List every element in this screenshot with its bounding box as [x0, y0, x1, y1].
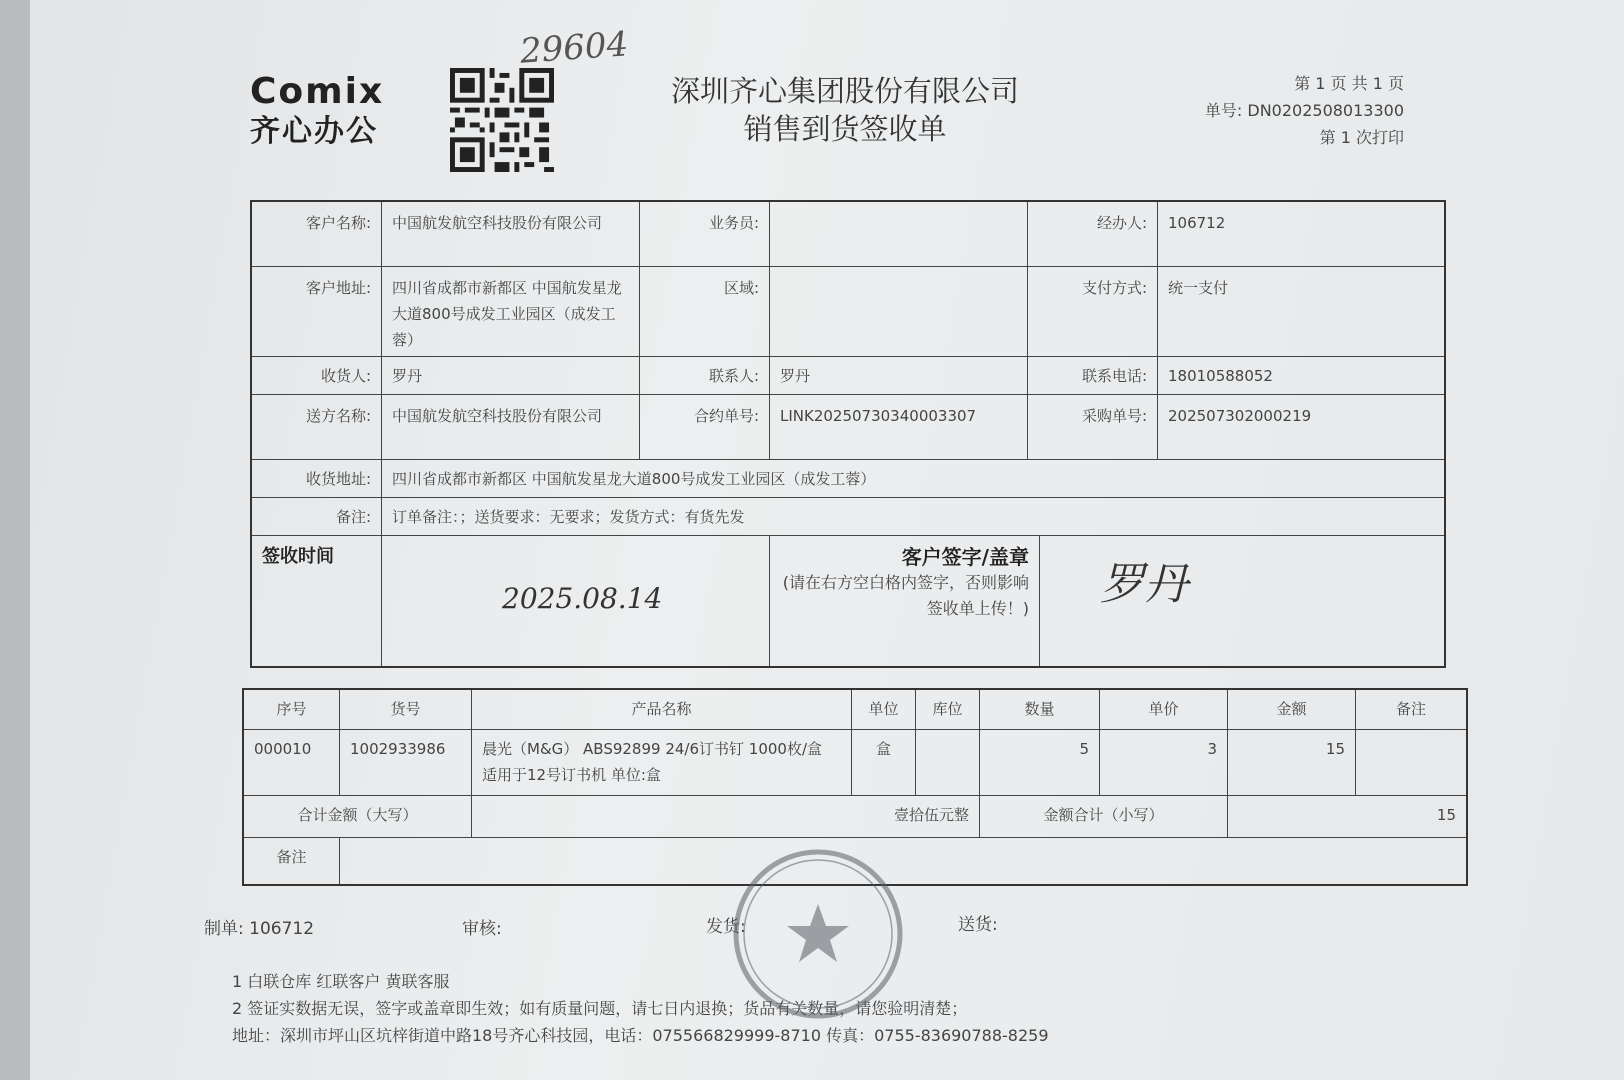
col-header-unit: 单位: [852, 690, 916, 730]
receiver: 罗丹: [382, 357, 640, 395]
table-cell-sku: 1002933986: [340, 730, 472, 796]
company-name: 深圳齐心集团股份有限公司: [670, 74, 1019, 108]
sign-box-instructions: [770, 536, 1040, 666]
contract-number: LINK20250730340003307: [770, 395, 1028, 460]
document-title: 销售到货签收单: [743, 112, 947, 146]
handler-label: 经办人:: [1028, 202, 1158, 267]
col-header-product: 产品名称: [472, 690, 852, 730]
customer-signature: 罗丹: [1100, 559, 1188, 610]
maker-line: [204, 914, 314, 939]
maker-label: 制单:: [204, 919, 244, 939]
salesperson: [770, 202, 1028, 267]
document-paper: [30, 0, 1624, 1080]
sender-label: 送货:: [958, 915, 998, 935]
col-header-note: 备注: [1356, 690, 1466, 730]
delivery-address: 四川省成都市新都区 中国航发星龙大道800号成发工业园区（成发工蓉）: [382, 460, 1444, 498]
recipient-name: 中国航发航空科技股份有限公司: [382, 395, 640, 460]
review-label: 审核:: [462, 919, 502, 939]
table-cell-qty: 5: [980, 730, 1100, 796]
table-cell-location: [916, 730, 980, 796]
handwritten-number: 29604: [518, 24, 630, 72]
table-cell-price: 3: [1100, 730, 1228, 796]
total-lower-label: 金额合计（小写）: [980, 796, 1228, 838]
region: [770, 267, 1028, 357]
sign-date-cell: [382, 536, 770, 666]
order-number-label: 单号:: [1204, 101, 1243, 120]
maker: 106712: [249, 919, 315, 939]
purchase-number: 202507302000219: [1158, 395, 1444, 460]
recipient-name-label: 送方名称:: [252, 395, 382, 460]
sign-date: 2025.08.14: [502, 582, 663, 615]
table-cell-product: 晨光（M&G） ABS92899 24/6订书钉 1000枚/盒 适用于12号订书机 单位:盒: [472, 730, 852, 796]
total-lower: 15: [1228, 796, 1466, 838]
logo-english: Comix: [250, 71, 385, 112]
order-number: DN0202508013300: [1247, 101, 1404, 120]
note-address: 地址：深圳市坪山区坑梓街道中路18号齐心科技园，电话：075566829999-8710 传真：0755-83690788-8259: [232, 1026, 1049, 1045]
table-cell-unit: 盒: [852, 730, 916, 796]
col-header-sku: 货号: [340, 690, 472, 730]
col-header-qty: 数量: [980, 690, 1100, 730]
phone: 18010588052: [1158, 357, 1444, 395]
customer-name-label: 客户名称:: [252, 202, 382, 267]
sign-time-label: 签收时间: [252, 536, 382, 666]
salesperson-label: 业务员:: [640, 202, 770, 267]
col-header-price: 单价: [1100, 690, 1228, 730]
contract-label: 合约单号:: [640, 395, 770, 460]
contact-label: 联系人:: [640, 357, 770, 395]
shipper-label: 发货:: [706, 917, 746, 937]
document-title-block: [670, 72, 1020, 148]
customer-info-table: [250, 200, 1446, 668]
region-label: 区域:: [640, 267, 770, 357]
col-header-seq: 序号: [244, 690, 340, 730]
company-seal-stamp: [730, 846, 906, 1022]
delivery-address-label: 收货地址:: [252, 460, 382, 498]
remark: 订单备注：；送货要求：无要求；发货方式：有货先发: [382, 498, 1444, 536]
sign-box-note: (请在右方空白格内签字，否则影响签收单上传！): [782, 573, 1029, 618]
phone-label: 联系电话:: [1028, 357, 1158, 395]
qr-code-icon: [450, 68, 554, 172]
signature-cell: [1040, 536, 1444, 666]
receiver-label: 收货人:: [252, 357, 382, 395]
footer-notes: [232, 968, 1049, 1049]
handler: 106712: [1158, 202, 1444, 267]
note-terms: 2 签证实数据无误，签字或盖章即生效；如有质量问题，请七日内退换；货品有关数量，请您验明清楚；: [232, 999, 968, 1018]
payment-method: 统一支付: [1158, 267, 1444, 357]
company-logo: [250, 72, 384, 152]
logo-chinese: 齐心办公: [250, 114, 378, 149]
table-cell-seq: 000010: [244, 730, 340, 796]
col-header-amount: 金额: [1228, 690, 1356, 730]
customer-address: 四川省成都市新都区 中国航发星龙大道800号成发工业园区（成发工蓉）: [382, 267, 640, 357]
contact: 罗丹: [770, 357, 1028, 395]
document-meta: [1205, 70, 1404, 151]
items-remark-label: 备注: [244, 838, 340, 884]
sign-box-title: 客户签字/盖章: [901, 545, 1029, 569]
col-header-location: 库位: [916, 690, 980, 730]
total-upper-label: 合计金额（大写）: [244, 796, 472, 838]
customer-name: 中国航发航空科技股份有限公司: [382, 202, 640, 267]
payment-label: 支付方式:: [1028, 267, 1158, 357]
purchase-label: 采购单号:: [1028, 395, 1158, 460]
page-info: 第 1 页 共 1 页: [1294, 74, 1404, 93]
order-number-line: [1205, 97, 1404, 124]
table-cell-amount: 15: [1228, 730, 1356, 796]
table-cell-note: [1356, 730, 1466, 796]
note-copies: 1 白联仓库 红联客户 黄联客服: [232, 972, 450, 991]
remark-label: 备注:: [252, 498, 382, 536]
customer-address-label: 客户地址:: [252, 267, 382, 357]
total-upper: 壹拾伍元整: [472, 796, 980, 838]
print-count: 第 1 次打印: [1319, 128, 1404, 147]
